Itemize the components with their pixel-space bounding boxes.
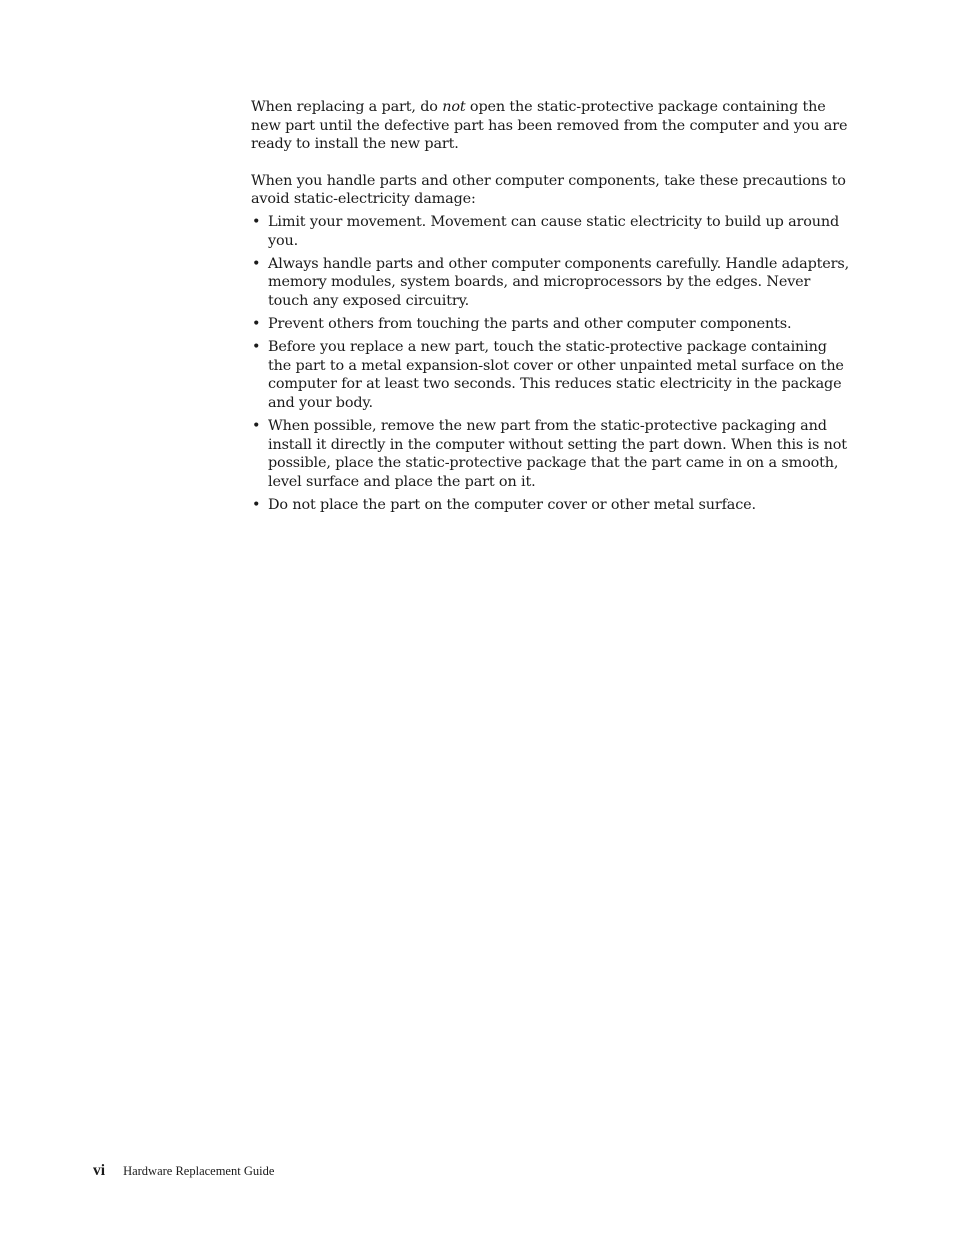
list-item-text: Before you replace a new part, touch the static-protective package containing the part to a metal expansion-slot cover or other unpainted metal surface on the computer for at least two seconds. This reduces static electricity in the package and your body. <box>268 339 844 411</box>
emphasis-not: not <box>442 99 466 115</box>
paragraph-text-end: open the static-protective package containing the new part until the defective part has been removed from the computer and you are ready to install the new part. <box>251 99 848 153</box>
list-item-text: Always handle parts and other computer components carefully. Handle adapters, memory modules, system boards, and microprocessors by the edges. Never touch any exposed circuitry. <box>268 255 850 309</box>
list-item-text: Limit your movement. Movement can cause static electricity to build up around you. <box>268 213 840 249</box>
list-item-text: Prevent others from touching the parts and other computer components. <box>268 315 792 332</box>
list-item <box>251 213 851 250</box>
paragraph-precautions-intro: When you handle parts and other computer components, take these precautions to avoid static-electricity damage: <box>251 172 846 208</box>
bullet-marker: • <box>252 496 261 513</box>
paragraph-text-start: When replacing a part, do <box>251 99 443 115</box>
paragraph-static-package <box>251 98 851 154</box>
list-item <box>251 417 851 491</box>
precautions-list <box>251 213 851 514</box>
bullet-marker: • <box>252 339 261 356</box>
footer-document-title: Hardware Replacement Guide <box>123 1164 275 1178</box>
list-item <box>251 496 851 515</box>
body-content <box>251 98 851 519</box>
bullet-marker: • <box>252 213 261 230</box>
page-footer <box>93 1162 274 1180</box>
bullet-marker: • <box>252 255 261 272</box>
bullet-marker: • <box>252 315 261 332</box>
list-item <box>251 255 851 311</box>
list-item-text: Do not place the part on the computer cover or other metal surface. <box>268 496 756 513</box>
bullet-marker: • <box>252 417 261 434</box>
list-item-text: When possible, remove the new part from the static-protective packaging and install it directly in the computer without setting the part down. When this is not possible, place the static-protective package that the part came in on a smooth, level surface and place the part on it. <box>268 417 847 490</box>
list-item <box>251 315 851 334</box>
page-number: vi <box>93 1162 106 1179</box>
list-item <box>251 338 851 412</box>
